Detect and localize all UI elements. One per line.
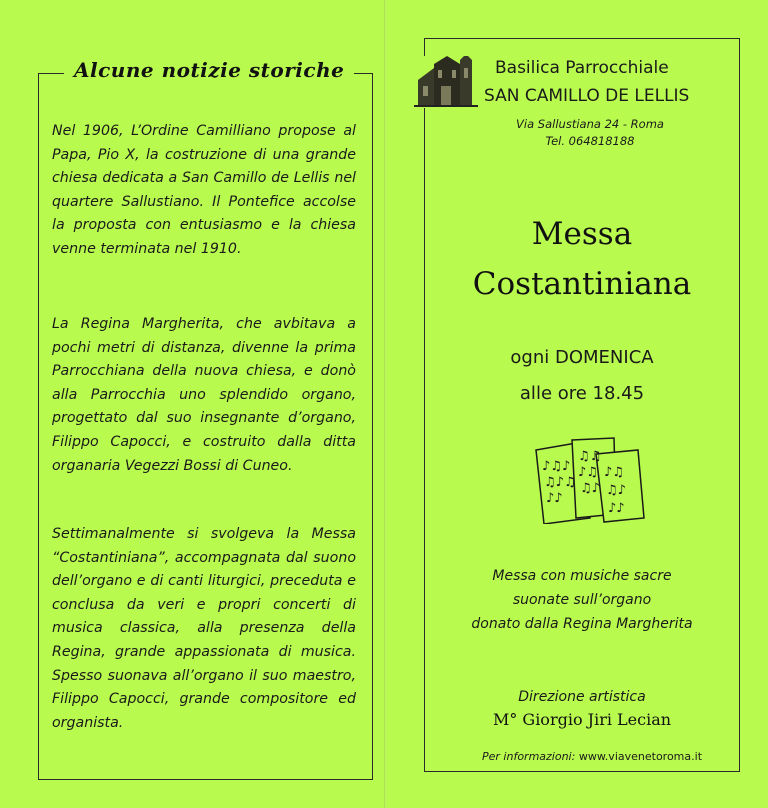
event-title-line-1: Messa: [531, 216, 633, 252]
event-day: ogni DOMENICA: [510, 347, 654, 368]
svg-text:♪♫: ♪♫: [578, 465, 598, 480]
music-sheets-icon: [532, 436, 648, 524]
history-paragraph-2: La Regina Margherita, che avbitava a pochi metri di distanza, divenne la prima Parrocchiana della nuova chiesa, e donò alla Parrocchia uno splendido organo, progettato dal suo insegnante d’organo, Filippo Capocci, e costruito dalla ditta organaria Vegezzi Bossi di Cuneo.: [52, 316, 356, 474]
svg-text:♫♪: ♫♪: [580, 481, 600, 496]
info-label: Per informazioni:: [482, 750, 576, 763]
history-paragraph-3: Settimanalmente si svolgeva la Messa “Costantiniana”, accompagnata dal suono dell’organo e di canti liturgici, preceduta e conclusa da veri e propri concerti di musica classica, alla presenza della Regina, grande appassionata di musica. Spesso suonava all’organo il suo maestro, Filippo Capocci, grande compositore ed organista.: [52, 526, 356, 731]
church-address: Via Sallustiana 24 - Roma: [516, 117, 664, 131]
svg-text:♪♫♪: ♪♫♪: [542, 459, 571, 474]
svg-text:♪♪: ♪♪: [608, 501, 625, 516]
fold-line: [384, 0, 386, 808]
event-title-line-2: Costantiniana: [472, 266, 692, 302]
svg-text:♪♫: ♪♫: [604, 465, 624, 480]
direction-label: Direzione artistica: [518, 689, 646, 705]
director-name: M° Giorgio Jiri Lecian: [492, 710, 672, 729]
church-name-line-2: SAN CAMILLO DE LELLIS: [484, 86, 690, 106]
svg-text:♫♫: ♫♫: [578, 449, 602, 464]
church-name-line-1: Basilica Parrocchiale: [495, 58, 669, 78]
description-line-1: Messa con musiche sacre: [492, 568, 672, 584]
church-phone: Tel. 064818188: [545, 134, 635, 148]
history-paragraph-1: Nel 1906, L’Ordine Camilliano propose al Papa, Pio X, la costruzione di una grande chiesa dedicata a San Camillo de Lellis nel quartere Sallustiano. Il Pontefice accolse la proposta con entusiasmo e la chiesa venne terminata nel 1910.: [52, 123, 356, 257]
church-icon: [414, 56, 478, 108]
right-panel-frame: [424, 38, 740, 772]
svg-text:♪♪: ♪♪: [546, 491, 563, 506]
event-time: alle ore 18.45: [519, 383, 645, 404]
history-title: Alcune notizie storiche: [64, 58, 354, 82]
svg-text:♫♪: ♫♪: [606, 483, 626, 498]
info-url[interactable]: www.viavenetoroma.it: [578, 750, 703, 763]
svg-text:♫♪♫: ♫♪♫: [544, 475, 576, 490]
description-line-2: suonate sull’organo: [512, 592, 652, 608]
info-line: [482, 750, 702, 763]
description-line-3: donato dalla Regina Margherita: [471, 616, 693, 632]
